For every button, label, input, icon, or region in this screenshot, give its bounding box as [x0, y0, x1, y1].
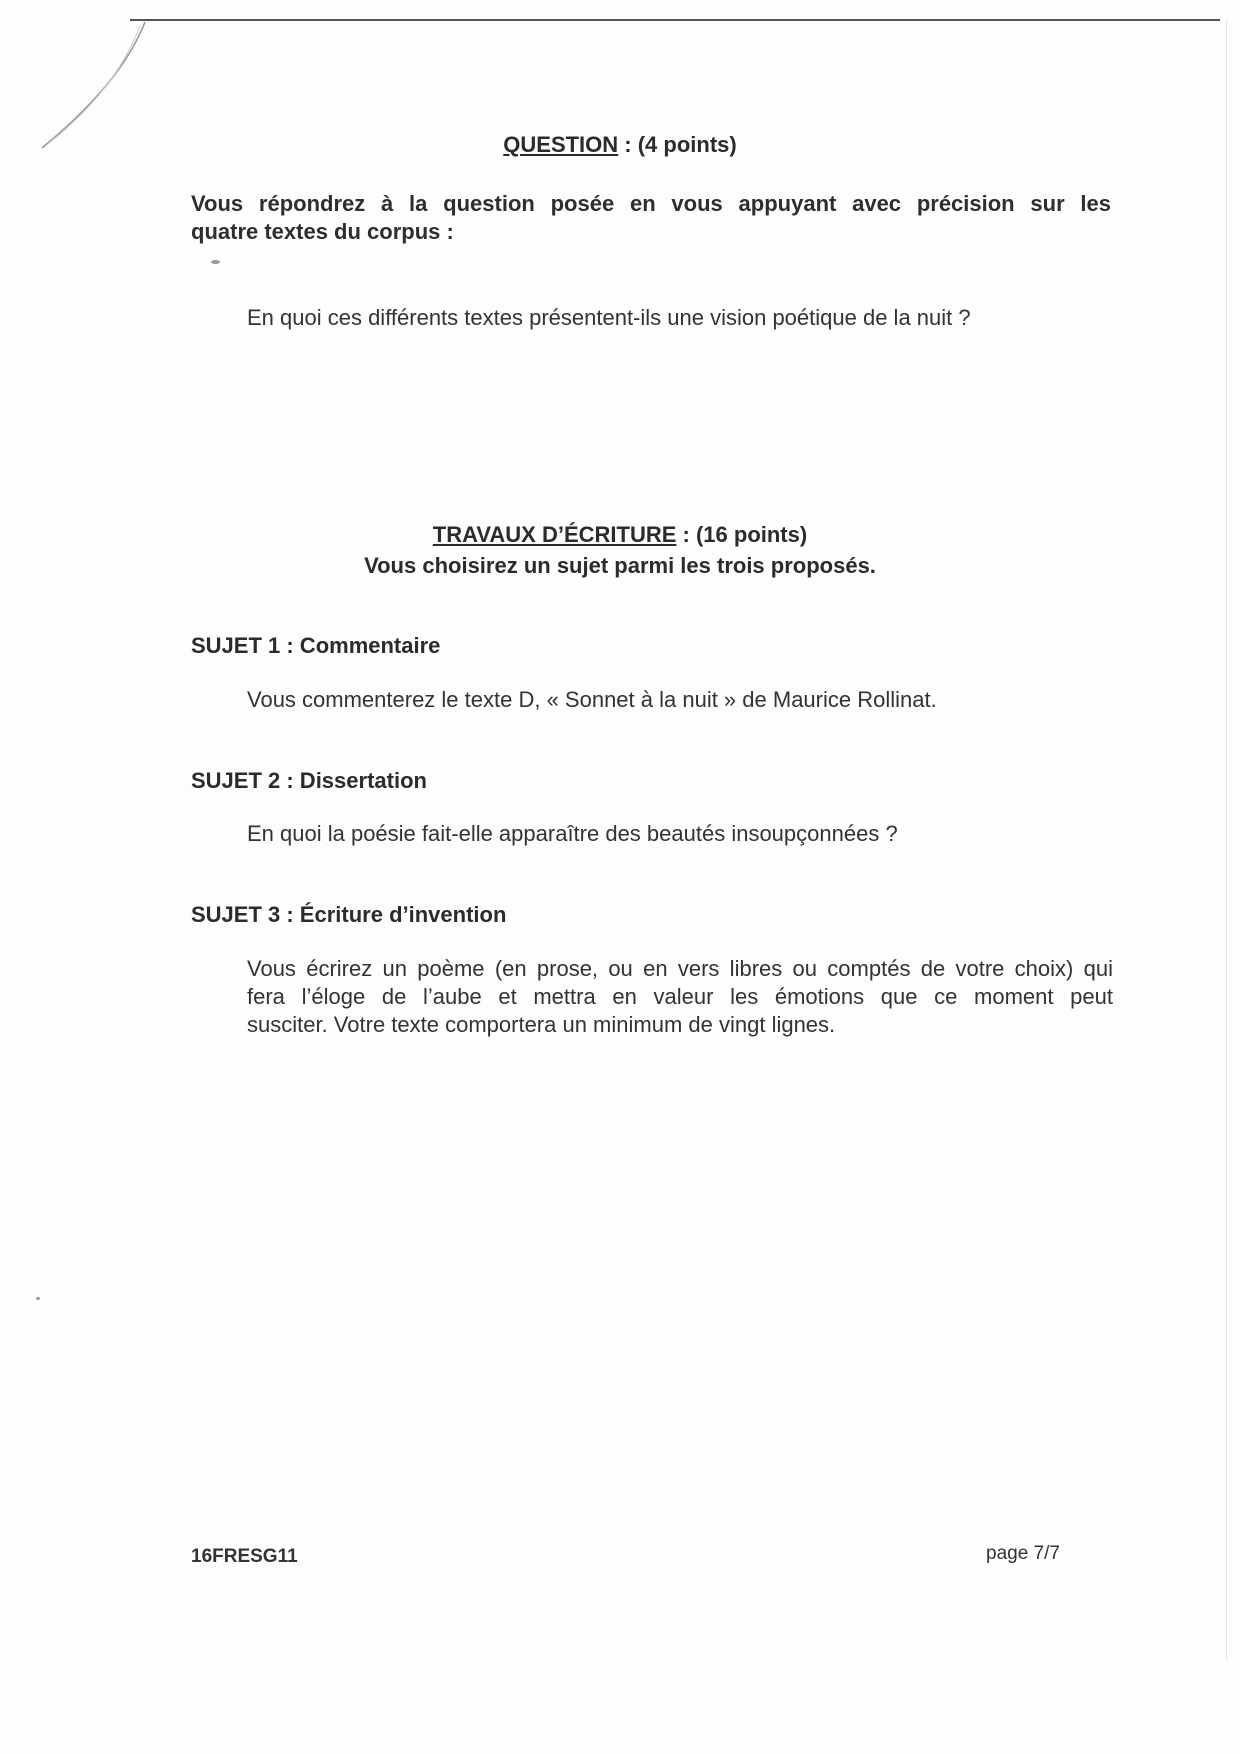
page-number: page 7/7 — [986, 1543, 1060, 1564]
sujet-3-text-line-2: fera l’éloge de l’aube et mettra en valeur les émotions que ce moment peut — [247, 984, 1113, 1009]
exam-code: 16FRESG11 — [191, 1546, 298, 1567]
travaux-heading — [0, 520, 1240, 550]
question-instruction-line-2: quatre textes du corpus : — [191, 219, 454, 244]
question-points: : (4 points) — [618, 132, 737, 157]
sujet-3-text — [247, 955, 1113, 1039]
sujet-3-label: SUJET 3 : Écriture d’invention — [191, 902, 507, 927]
sujet-3-text-line-3: susciter. Votre texte comportera un minimum de vingt lignes. — [247, 1012, 836, 1037]
travaux-title: TRAVAUX D’ÉCRITURE — [432, 522, 677, 547]
sujet-3-text-line-1: Vous écrirez un poème (en prose, ou en vers libres ou comptés de votre choix) qui — [247, 956, 1113, 981]
sujet-1-label: SUJET 1 : Commentaire — [191, 633, 441, 658]
question-heading — [0, 130, 1240, 160]
scan-speck — [36, 1297, 40, 1300]
question-prompt: En quoi ces différents textes présentent-ils une vision poétique de la nuit ? — [247, 305, 971, 330]
travaux-points: : (16 points) — [676, 522, 808, 547]
travaux-subtitle: Vous choisirez un sujet parmi les trois proposés. — [364, 553, 876, 578]
sujet-1-text: Vous commenterez le texte D, « Sonnet à la nuit » de Maurice Rollinat. — [247, 687, 937, 712]
scan-right-edge — [1226, 20, 1227, 1660]
sujet-2-label: SUJET 2 : Dissertation — [191, 768, 427, 793]
question-instruction — [191, 190, 1111, 246]
question-instruction-line-1: Vous répondrez à la question posée en vous appuyant avec précision sur les — [191, 191, 1111, 216]
scan-speck — [211, 260, 220, 264]
sujet-2-text: En quoi la poésie fait-elle apparaître des beautés insoupçonnées ? — [247, 821, 898, 846]
scan-top-rule — [130, 19, 1220, 21]
question-title: QUESTION — [503, 132, 619, 157]
